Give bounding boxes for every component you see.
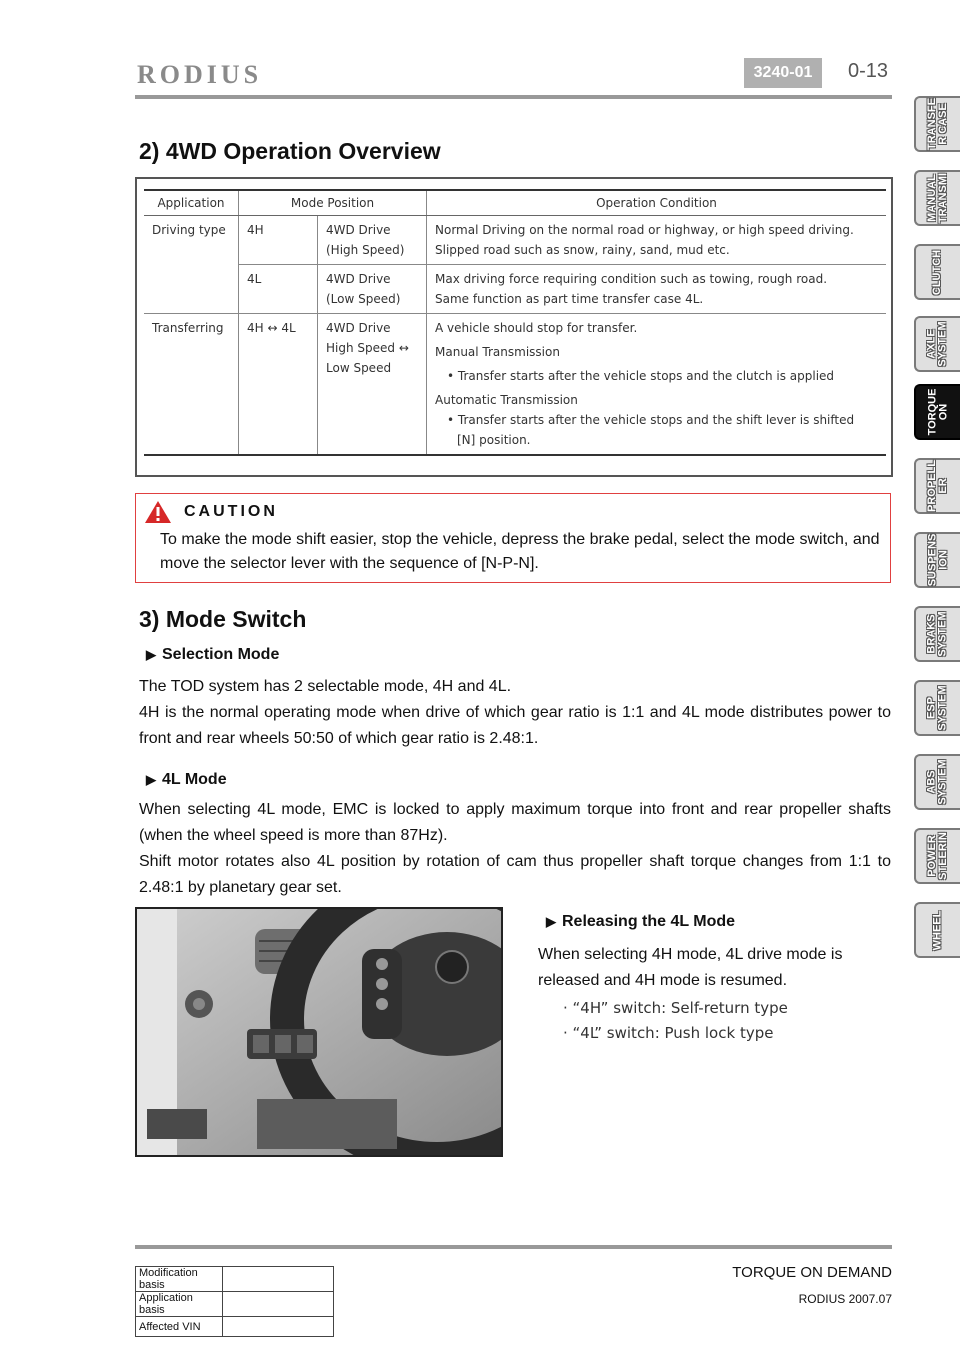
table-row: Application basis <box>136 1292 334 1317</box>
caution-title: CAUTION <box>184 503 278 520</box>
table-row <box>144 265 886 314</box>
list-item: · “4H” switch: Self-return type <box>563 999 788 1017</box>
tab-manual-transmission[interactable]: MANUAL TRANSMI <box>914 170 960 226</box>
tab-transfer-case[interactable]: TRANSFE R CASE <box>914 96 960 152</box>
section-3-title: 3) Mode Switch <box>139 606 307 632</box>
mode-switch-photo <box>135 907 503 1157</box>
operation-table <box>144 189 886 456</box>
col-header-operation-condition: Operation Condition <box>427 190 887 216</box>
footer-model-date: RODIUS 2007.07 <box>798 1292 892 1306</box>
section-2-title: 2) 4WD Operation Overview <box>139 138 441 164</box>
modification-table <box>135 1266 334 1337</box>
tab-abs-system[interactable]: ABS SYSTEM <box>914 754 960 810</box>
tab-wheel[interactable]: WHEEL <box>914 902 960 958</box>
cell-condition: Normal Driving on the normal road or highway, or high speed driving. Slipped road such as snow, rainy, sand, mud etc. <box>427 216 887 265</box>
footer-title: TORQUE ON DEMAND <box>732 1264 892 1281</box>
cell-drive: 4WD Drive (Low Speed) <box>318 265 427 314</box>
tab-torque-on[interactable]: TORQUE ON <box>914 384 960 440</box>
cell-mode: 4L <box>239 265 318 314</box>
releasing-4l-text: When selecting 4H mode, 4L drive mode is released and 4H mode is resumed. <box>538 946 843 989</box>
page-number: 0-13 <box>848 60 889 82</box>
selection-mode-heading: ▶ Selection Mode <box>146 646 280 663</box>
cell-drive: 4WD Drive High Speed ↔ Low Speed <box>318 314 427 456</box>
section-code-badge: 3240-01 <box>744 58 822 88</box>
tab-brakes-system[interactable]: BRAKS SYSTEM <box>914 606 960 662</box>
table-row: Affected VIN <box>136 1317 334 1337</box>
footer-rule <box>135 1245 892 1249</box>
play-triangle-icon: ▶ <box>546 914 556 929</box>
cell-application: Transferring <box>144 314 239 456</box>
selection-mode-text: The TOD system has 2 selectable mode, 4H and 4L. 4H is the normal operating mode when drive of which gear ratio is 1:1 and 4L mode distributes power to front and rear wheels 50:50 of which gear ratio is 2.48:1. <box>139 678 891 747</box>
switch-type-list <box>563 996 788 1046</box>
cell-condition: A vehicle should stop for transfer. Manual Transmission • Transfer starts after the vehicle stops and the clutch is applied Automatic Transmission • Transfer starts after the vehicle stops and the shift lever is shifted [N] position. <box>427 314 887 456</box>
table-row <box>144 314 886 456</box>
tab-axle-system[interactable]: AXLE SYSTEM <box>914 316 960 372</box>
tab-suspension[interactable]: SUSPENS ION <box>914 532 960 588</box>
play-triangle-icon: ▶ <box>146 647 156 662</box>
tab-propeller[interactable]: PROPELL ER <box>914 458 960 514</box>
cell-mode: 4H <box>239 216 318 265</box>
4l-mode-text: When selecting 4L mode, EMC is locked to apply maximum torque into front and rear propeller shafts (when the wheel speed is more than 87Hz). Shift motor rotates also 4L position by rotation of cam thus propeller shaft torque changes from 1:1 to 2.48:1 by planetary gear set. <box>139 801 891 896</box>
caution-text: To make the mode shift easier, stop the vehicle, depress the brake pedal, select the mode switch, and move the selector lever with the sequence of [N-P-N]. <box>160 531 880 572</box>
tab-esp-system[interactable]: ESP SYSTEM <box>914 680 960 736</box>
cell-drive: 4WD Drive (High Speed) <box>318 216 427 265</box>
caution-header <box>144 500 278 524</box>
4l-mode-heading: ▶ 4L Mode <box>146 771 227 788</box>
rodius-logo: RODIUS <box>137 60 263 89</box>
col-header-application: Application <box>144 190 239 216</box>
col-header-mode-position: Mode Position <box>239 190 427 216</box>
cell-application: Driving type <box>144 216 239 314</box>
cell-condition: Max driving force requiring condition such as towing, rough road. Same function as part time transfer case 4L. <box>427 265 887 314</box>
play-triangle-icon: ▶ <box>146 772 156 787</box>
list-item: · “4L” switch: Push lock type <box>563 1024 774 1042</box>
header-rule <box>135 95 892 99</box>
cell-mode: 4H ↔ 4L <box>239 314 318 456</box>
tab-power-steering[interactable]: POWER STEERIN <box>914 828 960 884</box>
warning-triangle-icon <box>144 500 172 524</box>
steering-wheel-illustration <box>137 909 501 1155</box>
table-row: Modification basis <box>136 1267 334 1292</box>
releasing-4l-heading: ▶ Releasing the 4L Mode <box>546 913 736 930</box>
table-row <box>144 216 886 265</box>
tab-clutch[interactable]: CLUTCH <box>914 244 960 300</box>
